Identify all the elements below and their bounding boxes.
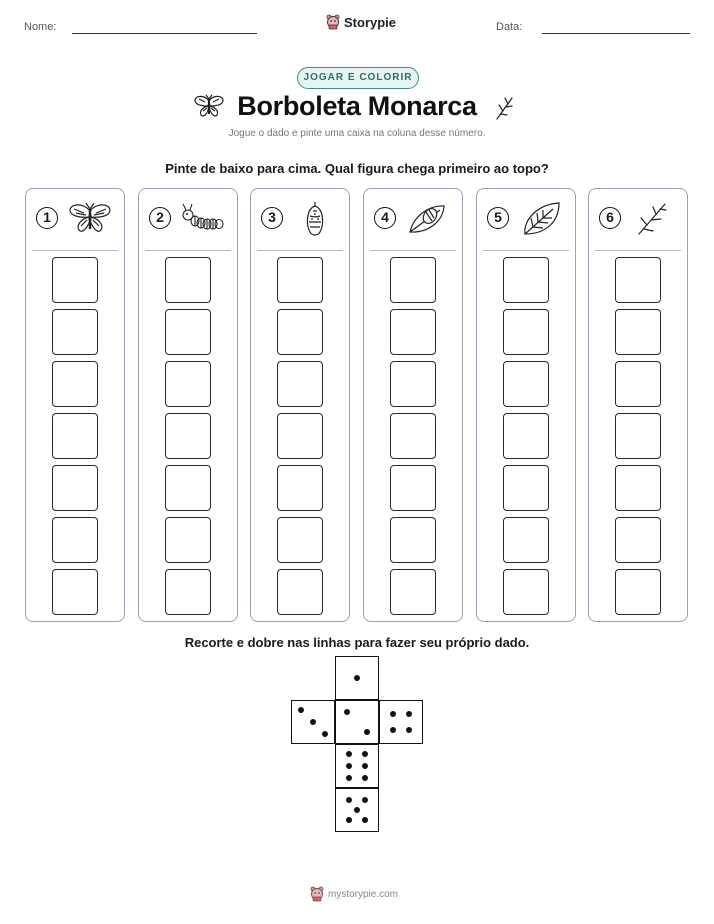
chrysalis-icon	[291, 201, 339, 237]
twig-icon	[629, 201, 677, 237]
color-box[interactable]	[503, 413, 549, 459]
color-box[interactable]	[52, 517, 98, 563]
die-pip	[364, 729, 370, 735]
color-box[interactable]	[52, 413, 98, 459]
color-box[interactable]	[615, 361, 661, 407]
die-pip	[346, 797, 352, 803]
brand-name: Storypie	[344, 14, 397, 30]
die-face-6	[335, 744, 379, 788]
color-box[interactable]	[503, 361, 549, 407]
die-pip	[322, 731, 328, 737]
color-box[interactable]	[165, 257, 211, 303]
die-face-2	[335, 700, 379, 744]
die-pip	[406, 727, 412, 733]
color-box[interactable]	[52, 309, 98, 355]
column-divider	[257, 250, 343, 251]
date-label: Data:	[496, 21, 523, 33]
color-box[interactable]	[277, 569, 323, 615]
die-face-1	[335, 656, 379, 700]
name-label: Nome:	[24, 21, 57, 33]
brand-logo	[326, 14, 396, 30]
caterpillar-icon	[179, 201, 227, 237]
die-pip	[362, 797, 368, 803]
column-divider	[145, 250, 231, 251]
color-box[interactable]	[165, 413, 211, 459]
die-pip	[406, 711, 412, 717]
column-number: 3	[261, 207, 283, 229]
color-box[interactable]	[503, 309, 549, 355]
die-pip	[362, 763, 368, 769]
color-box[interactable]	[615, 257, 661, 303]
color-box[interactable]	[390, 361, 436, 407]
die-pip	[390, 711, 396, 717]
die-pip	[346, 751, 352, 757]
color-box[interactable]	[390, 569, 436, 615]
race-column-2	[138, 188, 238, 622]
butterfly-icon	[66, 201, 114, 237]
color-box[interactable]	[277, 517, 323, 563]
color-box[interactable]	[615, 517, 661, 563]
page-subtitle: Jogue o dado e pinte uma caixa na coluna desse número.	[228, 128, 486, 139]
color-box[interactable]	[277, 257, 323, 303]
name-line	[72, 33, 257, 34]
color-box[interactable]	[615, 569, 661, 615]
race-column-6	[588, 188, 688, 622]
race-column-3	[250, 188, 350, 622]
color-box[interactable]	[52, 569, 98, 615]
die-pip	[346, 817, 352, 823]
die-face-3	[291, 700, 335, 744]
date-line	[542, 33, 690, 34]
race-column-1	[25, 188, 125, 622]
color-box[interactable]	[165, 309, 211, 355]
color-box[interactable]	[52, 361, 98, 407]
die-pip	[362, 817, 368, 823]
die-pip	[354, 675, 360, 681]
color-box[interactable]	[390, 465, 436, 511]
race-column-5	[476, 188, 576, 622]
color-box[interactable]	[165, 361, 211, 407]
die-face-4	[379, 700, 423, 744]
color-box[interactable]	[277, 465, 323, 511]
color-box[interactable]	[52, 465, 98, 511]
column-divider	[483, 250, 569, 251]
color-box[interactable]	[277, 309, 323, 355]
color-box[interactable]	[615, 413, 661, 459]
title-twig-icon	[494, 95, 516, 121]
egg-on-leaf-icon	[404, 201, 452, 237]
dice-instruction: Recorte e dobre nas linhas para fazer seu próprio dado.	[184, 635, 530, 650]
color-box[interactable]	[165, 569, 211, 615]
category-badge: JOGAR E COLORIR	[297, 67, 419, 89]
column-divider	[595, 250, 681, 251]
die-pip	[310, 719, 316, 725]
storypie-mascot-icon	[326, 14, 340, 30]
footer	[310, 886, 398, 902]
race-column-4	[363, 188, 463, 622]
die-pip	[346, 775, 352, 781]
storypie-footer-icon	[310, 886, 324, 902]
column-number: 4	[374, 207, 396, 229]
color-box[interactable]	[165, 465, 211, 511]
column-divider	[32, 250, 118, 251]
column-number: 2	[149, 207, 171, 229]
color-box[interactable]	[503, 257, 549, 303]
column-divider	[370, 250, 456, 251]
die-pip	[346, 763, 352, 769]
color-box[interactable]	[390, 257, 436, 303]
color-box[interactable]	[390, 309, 436, 355]
milkweed-leaf-icon	[517, 201, 565, 237]
color-box[interactable]	[390, 517, 436, 563]
color-box[interactable]	[277, 413, 323, 459]
color-box[interactable]	[503, 569, 549, 615]
footer-url: mystorypie.com	[328, 888, 399, 900]
color-box[interactable]	[165, 517, 211, 563]
color-box[interactable]	[615, 309, 661, 355]
color-box[interactable]	[503, 517, 549, 563]
die-pip	[354, 807, 360, 813]
color-box[interactable]	[52, 257, 98, 303]
column-number: 1	[36, 207, 58, 229]
die-face-5	[335, 788, 379, 832]
color-box[interactable]	[503, 465, 549, 511]
column-number: 5	[487, 207, 509, 229]
page-title: Borboleta Monarca	[237, 91, 477, 121]
die-pip	[362, 775, 368, 781]
color-box[interactable]	[390, 413, 436, 459]
die-pip	[362, 751, 368, 757]
color-box[interactable]	[277, 361, 323, 407]
column-number: 6	[599, 207, 621, 229]
instruction-text: Pinte de baixo para cima. Qual figura chega primeiro ao topo?	[165, 161, 549, 176]
die-pip	[344, 709, 350, 715]
color-box[interactable]	[615, 465, 661, 511]
die-pip	[298, 707, 304, 713]
die-pip	[390, 727, 396, 733]
